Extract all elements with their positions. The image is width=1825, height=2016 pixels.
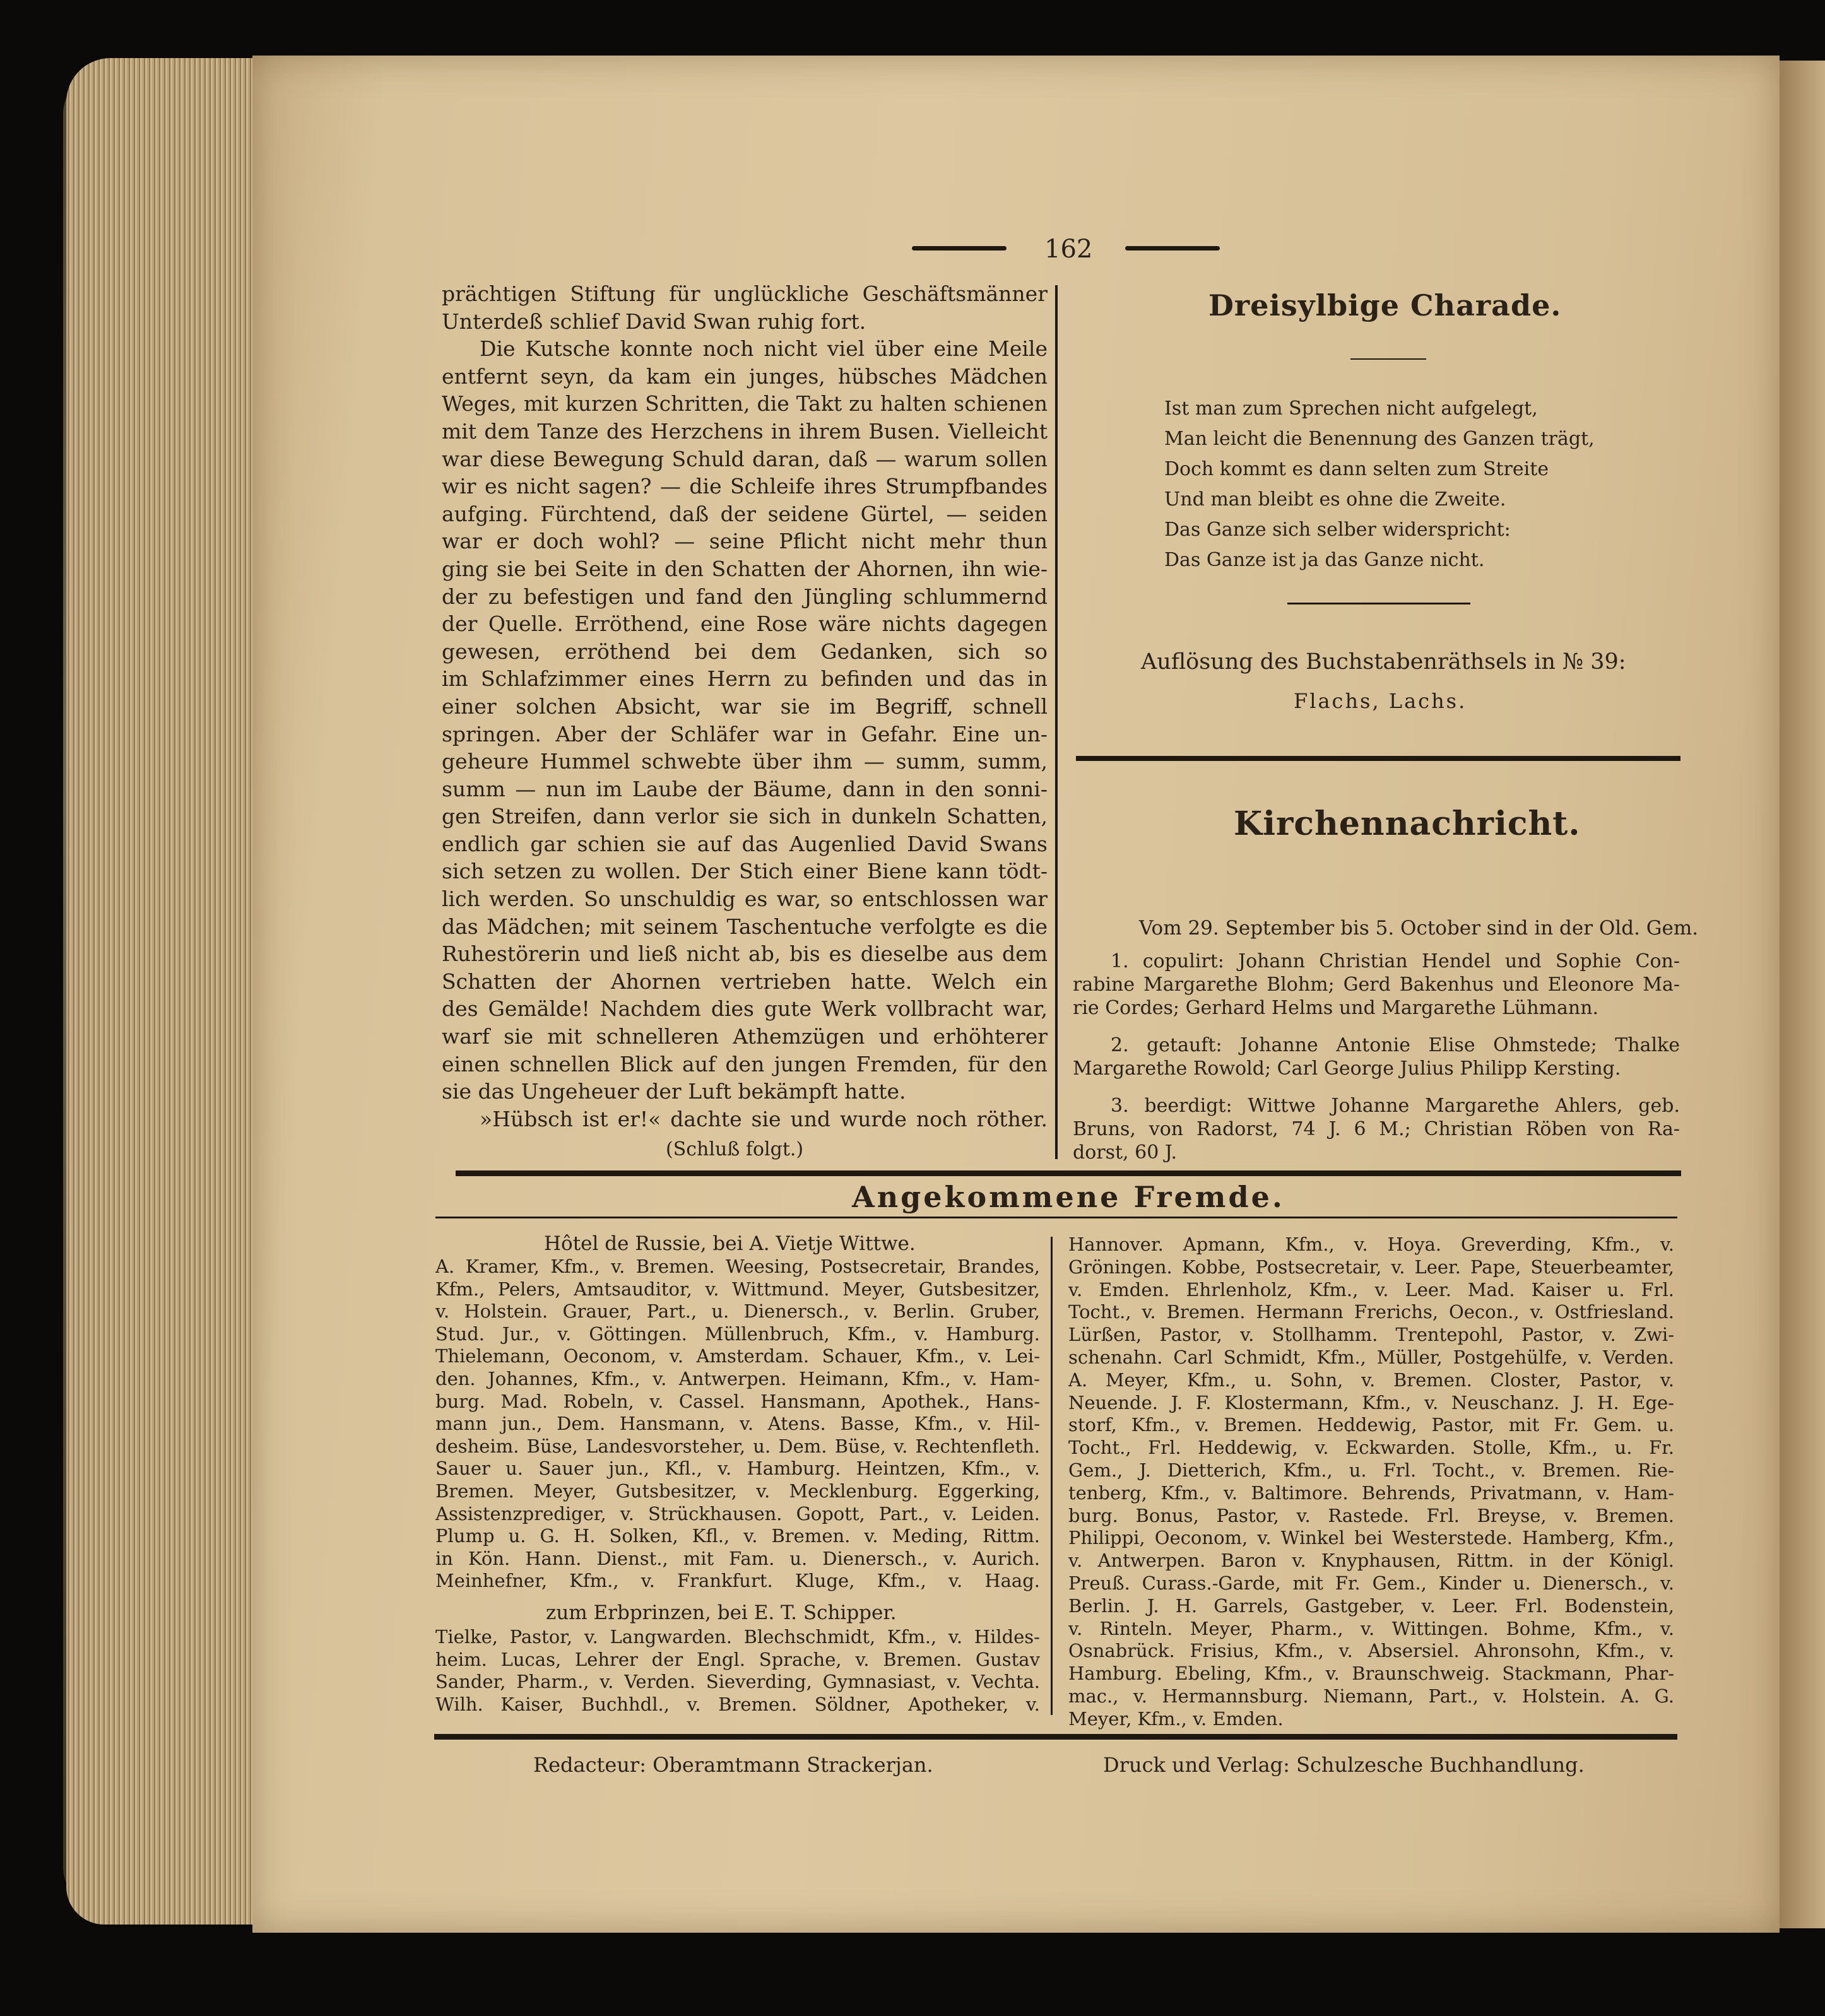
arrivals-line: mann jun., Dem. Hansmann, v. Atens. Basse, Kfm., v. Hil- — [435, 1413, 1040, 1435]
arrivals-line: v. Emden. Ehrlenholz, Kfm., v. Leer. Mad. Kaiser u. Frl. — [1068, 1278, 1674, 1300]
story-line: im Schlafzimmer eines Herrn zu befinden und das in — [442, 666, 1048, 692]
arrivals-line: burg. Bonus, Pastor, v. Rastede. Frl. Breyse, v. Bremen. — [1068, 1504, 1674, 1526]
story-line: einer solchen Absicht, war sie im Begriff, schnell — [442, 693, 1048, 719]
story-line: Die Kutsche konnte noch nicht viel über eine Meile — [480, 336, 1048, 362]
church-line: rabine Margarethe Blohm; Gerd Bakenhus und Eleonore Ma- — [1073, 974, 1680, 996]
arrivals-line: Gem., J. Dietterich, Kfm., u. Frl. Tocht., v. Bremen. Rie- — [1068, 1459, 1674, 1481]
story-line: »Hübsch ist er!« dachte sie und wurde noch röther. — [480, 1106, 1048, 1131]
header-rule-right — [1125, 246, 1220, 251]
arrivals-line: heim. Lucas, Lehrer der Engl. Sprache, v. Bremen. Gustav — [435, 1648, 1040, 1670]
solution-text: Flachs, Lachs. — [1294, 689, 1467, 713]
arrivals-line: Lürßen, Pastor, v. Stollhamm. Trentepohl, Pastor, v. Zwi- — [1068, 1324, 1674, 1346]
arrivals-line: Tocht., Frl. Heddewig, v. Eckwarden. Stolle, Kfm., u. Fr. — [1068, 1437, 1674, 1459]
story-continued: (Schluß folgt.) — [666, 1138, 804, 1160]
church-lines — [1073, 950, 1680, 1164]
arrivals-line: Wilh. Kaiser, Buchhdl., v. Bremen. Söldner, Apotheker, v. — [435, 1693, 1040, 1715]
story-line: mit dem Tanze des Herzchens in ihrem Busen. Vielleicht — [442, 418, 1048, 444]
arrivals-line: Preuß. Curass.-Garde, mit Fr. Gem., Kinder u. Dienersch., v. — [1068, 1572, 1674, 1594]
church-intro: Vom 29. September bis 5. October sind in der Old. Gem. — [1139, 917, 1699, 940]
story-line: sich setzen zu wollen. Der Stich einer Biene kann tödt- — [442, 859, 1048, 884]
arrivals-top-rule — [456, 1170, 1681, 1176]
hotel-erbprinzen-guests — [435, 1626, 1040, 1716]
arrivals-line: Hannover. Apmann, Kfm., v. Hoya. Greverding, Kfm., v. — [1068, 1234, 1674, 1255]
story-line: springen. Aber der Schläfer war in Gefahr. Eine un- — [442, 721, 1048, 746]
hotel-erbprinzen-heading: zum Erbprinzen, bei E. T. Schipper. — [546, 1601, 897, 1624]
story-line: sie das Ungeheuer der Luft bekämpft hatte. — [442, 1079, 906, 1104]
arrivals-line: burg. Mad. Robeln, v. Cassel. Hansmann, Apothek., Hans- — [435, 1390, 1040, 1412]
church-line: dorst, 60 J. — [1073, 1141, 1178, 1164]
arrivals-line: v. Rinteln. Meyer, Pharm., v. Wittingen. Bohme, Kfm., v. — [1068, 1617, 1674, 1639]
story-line: aufging. Fürchtend, daß der seidene Gürtel, — seiden — [442, 501, 1048, 526]
column-divider-bottom — [1051, 1237, 1053, 1715]
story-line: Unterdeß schlief David Swan ruhig fort. — [442, 309, 866, 334]
arrivals-line: Osnabrück. Frisius, Kfm., v. Absersiel. Ahronsohn, Kfm., v. — [1068, 1640, 1674, 1662]
arrivals-line: Thielemann, Oeconom, v. Amsterdam. Schauer, Kfm., v. Lei- — [435, 1345, 1040, 1367]
story-line: war diese Bewegung Schuld daran, daß — warum sollen — [442, 446, 1048, 471]
arrivals-line: Kfm., Pelers, Amtsauditor, v. Wittmund. Meyer, Gutsbesitzer, — [435, 1278, 1040, 1300]
story-line: wir es nicht sagen? — die Schleife ihres Strumpfbandes — [442, 474, 1048, 499]
arrivals-title-rule — [435, 1217, 1677, 1218]
arrivals-line: v. Antwerpen. Baron v. Knyphausen, Rittm. in der Königl. — [1068, 1550, 1674, 1572]
arrivals-line: mac., v. Hermannsburg. Niemann, Part., v. Holstein. A. G. — [1068, 1685, 1674, 1707]
story-line: gewesen, erröthend bei dem Gedanken, sich so — [442, 639, 1048, 664]
story-line: der zu befestigen und fand den Jüngling schlummernd — [442, 584, 1048, 609]
story-line: der Quelle. Erröthend, eine Rose wäre nichts dagegen — [442, 611, 1048, 637]
story-line: des Gemälde! Nachdem dies gute Werk vollbracht war, — [442, 996, 1048, 1022]
hotel-russie-guests — [435, 1256, 1040, 1593]
arrivals-line: Gröningen. Kobbe, Postsecretair, v. Leer. Pape, Steuerbeamter, — [1068, 1256, 1674, 1278]
story-line: ging sie bei Seite in den Schatten der Ahornen, ihn wie- — [442, 556, 1048, 581]
church-title: Kirchennachricht. — [1234, 805, 1581, 843]
arrivals-line: schenahn. Carl Schmidt, Kfm., Müller, Postgehülfe, v. Verden. — [1068, 1346, 1674, 1368]
footer-rule — [434, 1734, 1677, 1740]
charade-title-rule — [1350, 358, 1426, 360]
story-line: Schatten der Ahornen vertrieben hatte. Welch ein — [442, 969, 1048, 994]
charade-verses — [1164, 394, 1644, 575]
arrivals-line: Berlin. J. H. Garrels, Gastgeber, v. Leer. Frl. Bodenstein, — [1068, 1595, 1674, 1617]
arrivals-line: Meinhefner, Kfm., v. Frankfurt. Kluge, Kfm., v. Haag. — [435, 1570, 1040, 1592]
arrivals-line: Sauer u. Sauer jun., Kfl., v. Hamburg. Heintzen, Kfm., v. — [435, 1458, 1040, 1480]
charade-end-rule — [1287, 603, 1470, 604]
arrivals-line: desheim. Büse, Landesvorsteher, u. Dem. Büse, v. Rechtenfleth. — [435, 1435, 1040, 1457]
arrivals-line: tenberg, Kfm., v. Baltimore. Behrends, Privatmann, v. Ham- — [1068, 1482, 1674, 1504]
story-line: endlich gar schien sie auf das Augenlied David Swans — [442, 831, 1048, 856]
story-column — [442, 280, 1048, 1133]
charade-verse: Ist man zum Sprechen nicht aufgelegt, — [1164, 398, 1538, 420]
solution-heading: Auflösung des Buchstabenräthsels in № 39: — [1141, 649, 1626, 675]
arrivals-line: Hamburg. Ebeling, Kfm., v. Braunschweig. Stackmann, Phar- — [1068, 1663, 1674, 1685]
arrivals-title: Angekommene Fremde. — [852, 1180, 1285, 1214]
arrivals-line: Philippi, Oeconom, v. Winkel bei Westerstede. Hamberg, Kfm., — [1068, 1527, 1674, 1549]
next-page-edge — [1780, 61, 1825, 1928]
story-line: Weges, mit kurzen Schritten, die Takt zu halten schienen — [442, 391, 1048, 416]
footer-editor: Redacteur: Oberamtmann Strackerjan. — [533, 1753, 933, 1777]
church-line: 1. copulirt: Johann Christian Hendel und Sophie Con- — [1111, 950, 1680, 972]
story-line: lich werden. So unschuldig es war, so entschlossen war — [442, 887, 1048, 912]
charade-verse: Das Ganze sich selber widerspricht: — [1164, 519, 1511, 541]
arrivals-line: in Kön. Hann. Dienst., mit Fam. u. Dienersch., v. Aurich. — [435, 1547, 1040, 1569]
church-line: rie Cordes; Gerhard Helms und Margarethe Lühmann. — [1073, 997, 1599, 1019]
arrivals-line: storf, Kfm., v. Bremen. Heddewig, Pastor, mit Fr. Gem. u. — [1068, 1414, 1674, 1436]
arrivals-line: Plump u. G. H. Solken, Kfl., v. Bremen. v. Meding, Rittm. — [435, 1525, 1040, 1547]
story-line: Ruhestörerin und ließ nicht ab, bis es dieselbe aus dem — [442, 941, 1048, 967]
column-divider-top — [1055, 285, 1058, 1159]
arrivals-line: A. Meyer, Kfm., u. Sohn, v. Bremen. Closter, Pastor, v. — [1068, 1369, 1674, 1391]
footer-publisher: Druck und Verlag: Schulzesche Buchhandlung. — [1103, 1753, 1585, 1777]
header-rule-left — [912, 246, 1007, 251]
charade-verse: Das Ganze ist ja das Ganze nicht. — [1164, 549, 1485, 571]
arrivals-right-column — [1068, 1234, 1674, 1731]
arrivals-line: Meyer, Kfm., v. Emden. — [1068, 1707, 1284, 1730]
hotel-russie-heading: Hôtel de Russie, bei A. Vietje Wittwe. — [544, 1232, 916, 1255]
arrivals-line: v. Holstein. Grauer, Part., u. Dienersch., v. Berlin. Gruber, — [435, 1300, 1040, 1323]
story-line: summ — nun im Laube der Bäume, dann in den sonni- — [442, 776, 1048, 801]
story-line: war er doch wohl? — seine Pflicht nicht mehr thun — [442, 529, 1048, 554]
arrivals-line: Neuende. J. F. Klostermann, Kfm., v. Neuschanz. J. H. Ege- — [1068, 1391, 1674, 1413]
arrivals-line: Sander, Pharm., v. Verden. Sieverding, Gymnasiast, v. Vechta. — [435, 1671, 1040, 1693]
story-line: entfernt seyn, da kam ein junges, hübsches Mädchen — [442, 363, 1048, 389]
arrivals-line: Tielke, Pastor, v. Langwarden. Blechschmidt, Kfm., v. Hildes- — [435, 1626, 1040, 1648]
page-number: 162 — [1044, 235, 1093, 264]
story-line: gen Streifen, dann verlor sie sich in dunkeln Schatten, — [442, 804, 1048, 829]
story-line: warf sie mit schnelleren Athemzügen und erhöhterer — [442, 1024, 1048, 1049]
church-line: 2. getauft: Johanne Antonie Elise Ohmstede; Thalke — [1111, 1034, 1680, 1056]
story-line: das Mädchen; mit seinem Taschentuche verfolgte es die — [442, 914, 1048, 939]
church-line: 3. beerdigt: Wittwe Johanne Margarethe Ahlers, geb. — [1111, 1095, 1680, 1117]
charade-verse: Und man bleibt es ohne die Zweite. — [1164, 488, 1506, 510]
section-rule-church — [1076, 756, 1680, 761]
charade-verse: Man leicht die Benennung des Ganzen trägt, — [1164, 428, 1595, 450]
arrivals-line: Stud. Jur., v. Göttingen. Müllenbruch, Kfm., v. Hamburg. — [435, 1323, 1040, 1345]
story-line: geheure Hummel schwebte über ihm — summ, summ, — [442, 749, 1048, 774]
arrivals-line: den. Johannes, Kfm., v. Antwerpen. Heimann, Kfm., v. Ham- — [435, 1367, 1040, 1389]
arrivals-line: Tocht., v. Bremen. Hermann Frerichs, Oecon., v. Ostfriesland. — [1068, 1301, 1674, 1323]
charade-verse: Doch kommt es dann selten zum Streite — [1164, 458, 1549, 480]
arrivals-line: A. Kramer, Kfm., v. Bremen. Weesing, Postsecretair, Brandes, — [435, 1256, 1040, 1277]
arrivals-line: Assistenzprediger, v. Strückhausen. Gopott, Part., v. Leiden. — [435, 1502, 1040, 1524]
arrivals-line: Bremen. Meyer, Gutsbesitzer, v. Mecklenburg. Eggerking, — [435, 1480, 1040, 1502]
story-line: prächtigen Stiftung für unglückliche Geschäftsmänner — [442, 281, 1048, 306]
story-line: einen schnellen Blick auf den jungen Fremden, für den — [442, 1051, 1048, 1076]
page-edges — [66, 58, 262, 1925]
church-line: Margarethe Rowold; Carl George Julius Philipp Kersting. — [1073, 1058, 1621, 1080]
church-line: Bruns, von Radorst, 74 J. 6 M.; Christian Röben von Ra- — [1073, 1118, 1680, 1140]
charade-title: Dreisylbige Charade. — [1208, 288, 1562, 322]
